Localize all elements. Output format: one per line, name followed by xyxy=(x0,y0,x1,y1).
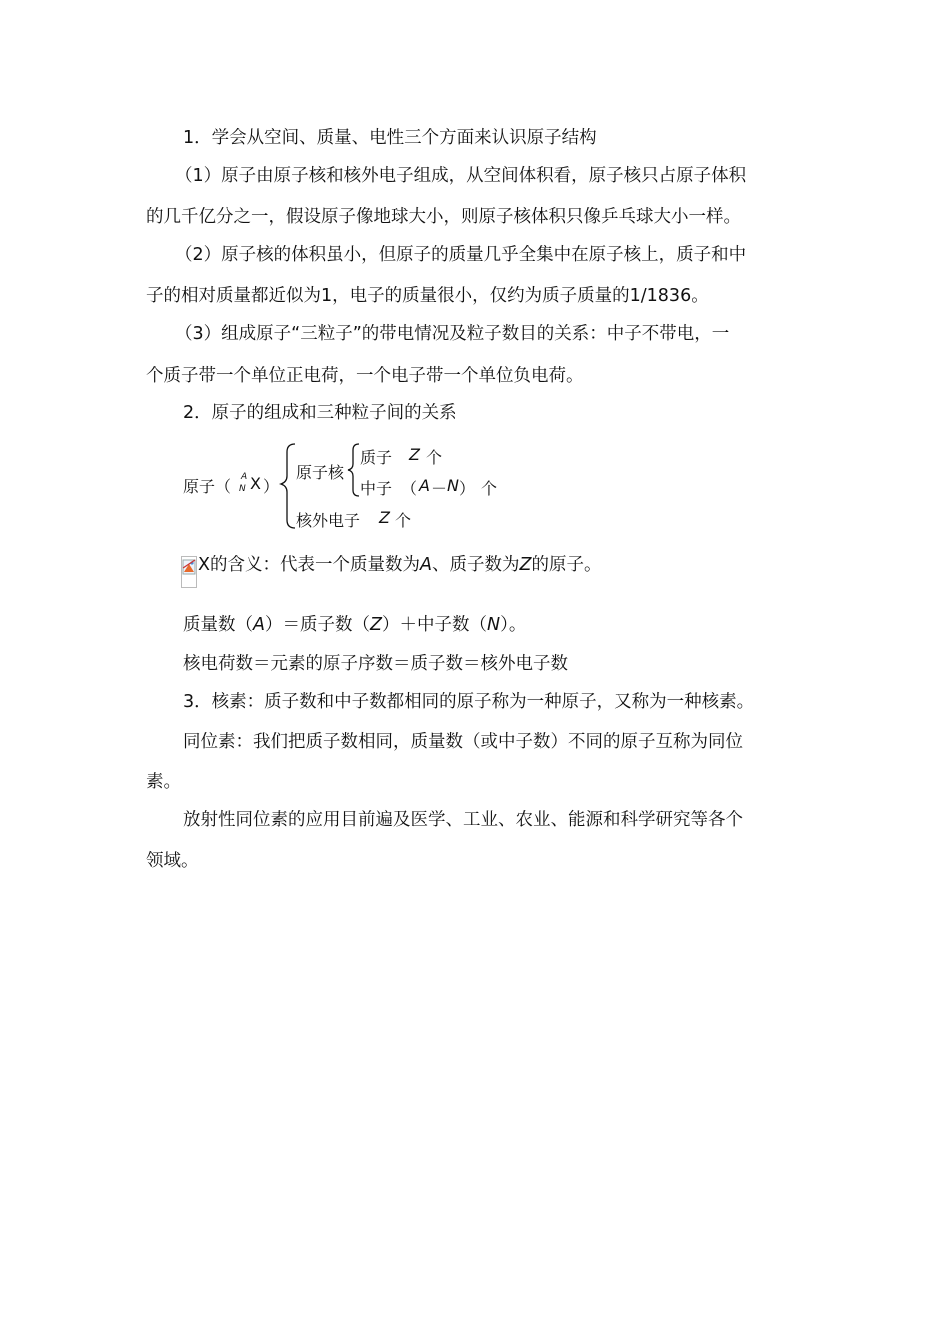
heading-1: 1．学会从空间、质量、电性三个方面来认识原子结构 xyxy=(183,128,597,148)
paragraph-2-line-2: 子的相对质量都近似为1，电子的质量很小，仅约为质子质量的1/1836。 xyxy=(146,286,709,306)
x-meaning-a: A xyxy=(420,555,432,575)
radioactive-line-1: 放射性同位素的应用目前遍及医学、工业、农业、能源和科学研究等各个 xyxy=(183,810,743,830)
electron-unit: 个 xyxy=(395,511,412,530)
inner-brace xyxy=(348,444,359,496)
radioactive-line-2: 领域。 xyxy=(146,851,199,871)
neutron-open-paren: （ xyxy=(401,479,418,498)
isotope-line-2: 素。 xyxy=(146,772,181,792)
mass-e: ）＋中子数（ xyxy=(381,615,487,635)
mass-c: ）＝质子数（ xyxy=(264,615,370,635)
mass-g: ）。 xyxy=(500,615,527,635)
paragraph-3-line-1: （3）组成原子“三粒子”的带电情况及粒子数目的关系：中子不带电，一 xyxy=(175,324,730,344)
atom-composition-diagram xyxy=(183,440,513,530)
x-meaning-end: 的原子。 xyxy=(531,555,602,575)
element-symbol: X xyxy=(250,474,261,493)
heading-2: 2．原子的组成和三种粒子间的关系 xyxy=(183,403,457,423)
paragraph-1-line-1: （1）原子由原子核和核外电子组成，从空间体积看，原子核只占原子体积 xyxy=(175,166,747,186)
x-meaning-line xyxy=(198,553,601,577)
mass-number-superscript: A xyxy=(241,472,248,482)
paragraph-1-line-2: 的几千亿分之一，假设原子像地球大小，则原子核体积只像乒乓球大小一样。 xyxy=(146,207,741,227)
neutron-label: 中子 xyxy=(360,479,393,498)
x-symbol: X xyxy=(198,555,210,575)
broken-image-icon xyxy=(181,556,197,588)
nucleus-label: 原子核 xyxy=(296,463,345,482)
isotope-line-1: 同位素：我们把质子数相同，质量数（或中子数）不同的原子互称为同位 xyxy=(183,732,743,752)
atom-label: 原子（ xyxy=(183,477,232,496)
proton-count-symbol: Z xyxy=(409,445,420,464)
heading-3: 3．核素：质子数和中子数都相同的原子称为一种原子，又称为一种核素。 xyxy=(183,692,755,712)
electron-label: 核外电子 xyxy=(296,511,361,530)
mass-b: A xyxy=(253,615,265,635)
neutron-unit: 个 xyxy=(481,479,498,498)
mass-number-formula xyxy=(183,613,526,637)
outer-brace xyxy=(281,444,295,528)
x-meaning-text: 的含义：代表一个质量数为 xyxy=(210,555,420,575)
nuclear-charge-formula: 核电荷数＝元素的原子序数＝质子数＝核外电子数 xyxy=(183,654,568,674)
paragraph-3-line-2: 个质子带一个单位正电荷，一个电子带一个单位负电荷。 xyxy=(146,366,584,386)
paragraph-2-line-1: （2）原子核的体积虽小，但原子的质量几乎全集中在原子核上，质子和中 xyxy=(175,245,747,265)
proton-unit: 个 xyxy=(426,448,443,467)
neutron-n-symbol: N xyxy=(447,476,459,495)
x-meaning-mid: 、质子数为 xyxy=(431,555,520,575)
mass-a: 质量数（ xyxy=(183,615,253,635)
mass-d: Z xyxy=(369,615,382,635)
electron-count-symbol: Z xyxy=(379,508,390,527)
x-meaning-z: Z xyxy=(519,555,532,575)
proton-label: 质子 xyxy=(360,448,393,467)
neutron-minus: － xyxy=(431,479,448,498)
neutron-subscript: N xyxy=(239,484,246,494)
neutron-a-symbol: A xyxy=(419,476,430,495)
neutron-close-paren: ） xyxy=(459,479,476,498)
mass-f: N xyxy=(486,615,501,635)
atom-close-paren: ） xyxy=(263,477,280,496)
